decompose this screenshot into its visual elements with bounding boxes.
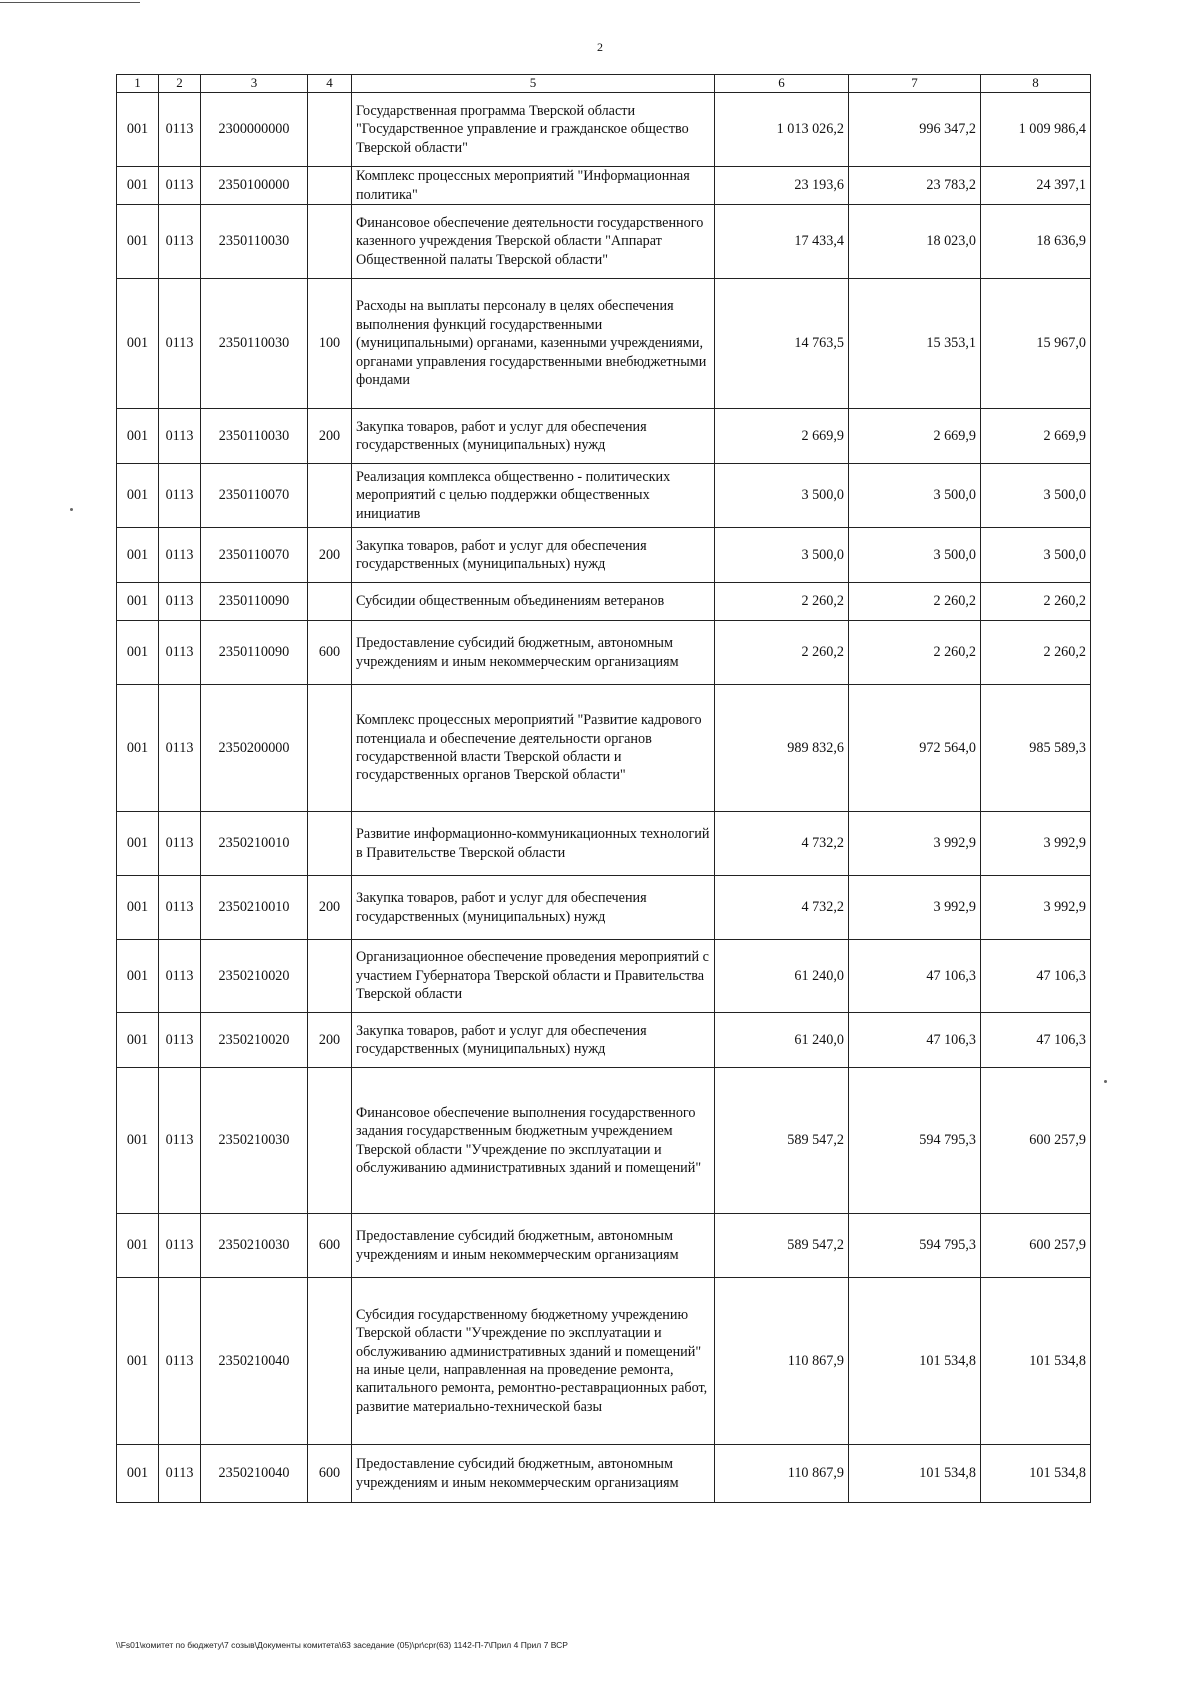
name-cell: Комплекс процессных мероприятий "Развитие кадрового потенциала и обеспечение деятельности органов государственной власти Тверской области и государственных органов Тверской области" (352, 685, 715, 812)
table-row (117, 621, 1091, 685)
target-article-cell: 2350110030 (201, 409, 308, 464)
section-cell: 0113 (159, 940, 201, 1013)
section-cell: 0113 (159, 93, 201, 167)
column-header: 1 (117, 75, 159, 93)
amount-cell: 3 500,0 (849, 528, 981, 583)
amount-cell: 2 669,9 (715, 409, 849, 464)
table-row (117, 685, 1091, 812)
code-cell: 001 (117, 1013, 159, 1068)
table-row (117, 464, 1091, 528)
expense-type-cell (308, 93, 352, 167)
amount-cell: 3 992,9 (981, 876, 1091, 940)
target-article-cell: 2350110030 (201, 205, 308, 279)
target-article-cell: 2350110070 (201, 464, 308, 528)
amount-cell: 23 193,6 (715, 167, 849, 205)
section-cell: 0113 (159, 464, 201, 528)
amount-cell: 985 589,3 (981, 685, 1091, 812)
table-row (117, 876, 1091, 940)
target-article-cell: 2350210010 (201, 876, 308, 940)
expense-type-cell: 600 (308, 1214, 352, 1278)
code-cell: 001 (117, 685, 159, 812)
code-cell: 001 (117, 1445, 159, 1503)
amount-cell: 3 992,9 (981, 812, 1091, 876)
expense-type-cell (308, 812, 352, 876)
section-cell: 0113 (159, 583, 201, 621)
expense-type-cell (308, 685, 352, 812)
amount-cell: 594 795,3 (849, 1068, 981, 1214)
budget-table (116, 74, 1091, 1503)
table-row (117, 1445, 1091, 1503)
expense-type-cell: 200 (308, 528, 352, 583)
amount-cell: 17 433,4 (715, 205, 849, 279)
target-article-cell: 2350210030 (201, 1214, 308, 1278)
column-header: 7 (849, 75, 981, 93)
section-cell: 0113 (159, 1013, 201, 1068)
amount-cell: 23 783,2 (849, 167, 981, 205)
name-cell: Государственная программа Тверской области "Государственное управление и гражданское общество Тверской области" (352, 93, 715, 167)
code-cell: 001 (117, 167, 159, 205)
name-cell: Развитие информационно-коммуникационных технологий в Правительстве Тверской области (352, 812, 715, 876)
table-row (117, 205, 1091, 279)
amount-cell: 3 992,9 (849, 812, 981, 876)
name-cell: Реализация комплекса общественно - политических мероприятий с целью поддержки общественных инициатив (352, 464, 715, 528)
table-row (117, 1013, 1091, 1068)
amount-cell: 15 967,0 (981, 279, 1091, 409)
column-header: 4 (308, 75, 352, 93)
section-cell: 0113 (159, 1445, 201, 1503)
table-body (117, 93, 1091, 1503)
table-row (117, 1214, 1091, 1278)
code-cell: 001 (117, 583, 159, 621)
name-cell: Закупка товаров, работ и услуг для обеспечения государственных (муниципальных) нужд (352, 876, 715, 940)
code-cell: 001 (117, 1068, 159, 1214)
expense-type-cell: 100 (308, 279, 352, 409)
table-row (117, 940, 1091, 1013)
name-cell: Финансовое обеспечение деятельности государственного казенного учреждения Тверской области "Аппарат Общественной палаты Тверской области" (352, 205, 715, 279)
file-path-footer: \\Fs01\комитет по бюджету\7 созыв\Документы комитета\63 заседание (05)\pr\cpr(63) 1142-П-7\Прил 4 Прил 7 ВСР (116, 1640, 568, 1650)
column-header: 5 (352, 75, 715, 93)
expense-type-cell: 200 (308, 409, 352, 464)
amount-cell: 3 500,0 (849, 464, 981, 528)
amount-cell: 110 867,9 (715, 1278, 849, 1445)
amount-cell: 589 547,2 (715, 1214, 849, 1278)
amount-cell: 972 564,0 (849, 685, 981, 812)
amount-cell: 589 547,2 (715, 1068, 849, 1214)
amount-cell: 47 106,3 (981, 1013, 1091, 1068)
expense-type-cell (308, 1278, 352, 1445)
scan-speck (70, 508, 73, 511)
amount-cell: 3 500,0 (981, 464, 1091, 528)
section-cell: 0113 (159, 279, 201, 409)
name-cell: Предоставление субсидий бюджетным, автономным учреждениям и иным некоммерческим организациям (352, 1214, 715, 1278)
amount-cell: 14 763,5 (715, 279, 849, 409)
amount-cell: 989 832,6 (715, 685, 849, 812)
table-row (117, 583, 1091, 621)
amount-cell: 47 106,3 (981, 940, 1091, 1013)
amount-cell: 3 992,9 (849, 876, 981, 940)
amount-cell: 110 867,9 (715, 1445, 849, 1503)
name-cell: Закупка товаров, работ и услуг для обеспечения государственных (муниципальных) нужд (352, 1013, 715, 1068)
target-article-cell: 2350210040 (201, 1278, 308, 1445)
table-row (117, 409, 1091, 464)
expense-type-cell (308, 464, 352, 528)
expense-type-cell: 200 (308, 1013, 352, 1068)
amount-cell: 18 023,0 (849, 205, 981, 279)
amount-cell: 2 260,2 (715, 621, 849, 685)
scan-edge-line (0, 2, 140, 3)
amount-cell: 24 397,1 (981, 167, 1091, 205)
table-row (117, 812, 1091, 876)
name-cell: Комплекс процессных мероприятий "Информационная политика" (352, 167, 715, 205)
section-cell: 0113 (159, 876, 201, 940)
amount-cell: 61 240,0 (715, 940, 849, 1013)
scan-speck (1104, 1080, 1107, 1083)
target-article-cell: 2350100000 (201, 167, 308, 205)
section-cell: 0113 (159, 1278, 201, 1445)
amount-cell: 594 795,3 (849, 1214, 981, 1278)
expense-type-cell (308, 167, 352, 205)
name-cell: Финансовое обеспечение выполнения государственного задания государственным бюджетным учреждением Тверской области "Учреждение по эксплуатации и обслуживанию административных зданий и помещений" (352, 1068, 715, 1214)
target-article-cell: 2350210020 (201, 1013, 308, 1068)
target-article-cell: 2350110070 (201, 528, 308, 583)
target-article-cell: 2350210010 (201, 812, 308, 876)
section-cell: 0113 (159, 1214, 201, 1278)
amount-cell: 600 257,9 (981, 1214, 1091, 1278)
column-header: 8 (981, 75, 1091, 93)
expense-type-cell (308, 583, 352, 621)
amount-cell: 18 636,9 (981, 205, 1091, 279)
amount-cell: 1 009 986,4 (981, 93, 1091, 167)
table-row (117, 279, 1091, 409)
target-article-cell: 2350200000 (201, 685, 308, 812)
target-article-cell: 2350110030 (201, 279, 308, 409)
table-row (117, 93, 1091, 167)
amount-cell: 2 260,2 (981, 583, 1091, 621)
table-row (117, 1068, 1091, 1214)
expense-type-cell (308, 940, 352, 1013)
target-article-cell: 2350210030 (201, 1068, 308, 1214)
table-row (117, 1278, 1091, 1445)
amount-cell: 2 669,9 (981, 409, 1091, 464)
column-number-row (117, 75, 1091, 93)
column-header: 6 (715, 75, 849, 93)
code-cell: 001 (117, 93, 159, 167)
amount-cell: 600 257,9 (981, 1068, 1091, 1214)
amount-cell: 15 353,1 (849, 279, 981, 409)
column-header: 3 (201, 75, 308, 93)
code-cell: 001 (117, 528, 159, 583)
column-header: 2 (159, 75, 201, 93)
amount-cell: 61 240,0 (715, 1013, 849, 1068)
amount-cell: 3 500,0 (715, 464, 849, 528)
code-cell: 001 (117, 621, 159, 685)
name-cell: Предоставление субсидий бюджетным, автономным учреждениям и иным некоммерческим организациям (352, 1445, 715, 1503)
expense-type-cell (308, 1068, 352, 1214)
amount-cell: 101 534,8 (849, 1445, 981, 1503)
name-cell: Организационное обеспечение проведения мероприятий с участием Губернатора Тверской области и Правительства Тверской области (352, 940, 715, 1013)
target-article-cell: 2350110090 (201, 621, 308, 685)
section-cell: 0113 (159, 812, 201, 876)
code-cell: 001 (117, 812, 159, 876)
amount-cell: 4 732,2 (715, 812, 849, 876)
code-cell: 001 (117, 876, 159, 940)
name-cell: Закупка товаров, работ и услуг для обеспечения государственных (муниципальных) нужд (352, 528, 715, 583)
section-cell: 0113 (159, 1068, 201, 1214)
code-cell: 001 (117, 464, 159, 528)
code-cell: 001 (117, 940, 159, 1013)
table-row (117, 528, 1091, 583)
target-article-cell: 2350110090 (201, 583, 308, 621)
amount-cell: 101 534,8 (981, 1445, 1091, 1503)
amount-cell: 996 347,2 (849, 93, 981, 167)
expense-type-cell: 200 (308, 876, 352, 940)
name-cell: Предоставление субсидий бюджетным, автономным учреждениям и иным некоммерческим организациям (352, 621, 715, 685)
table-row (117, 167, 1091, 205)
section-cell: 0113 (159, 685, 201, 812)
target-article-cell: 2350210020 (201, 940, 308, 1013)
code-cell: 001 (117, 1278, 159, 1445)
amount-cell: 4 732,2 (715, 876, 849, 940)
amount-cell: 47 106,3 (849, 940, 981, 1013)
section-cell: 0113 (159, 621, 201, 685)
amount-cell: 1 013 026,2 (715, 93, 849, 167)
amount-cell: 2 669,9 (849, 409, 981, 464)
name-cell: Закупка товаров, работ и услуг для обеспечения государственных (муниципальных) нужд (352, 409, 715, 464)
code-cell: 001 (117, 409, 159, 464)
page-number: 2 (597, 40, 603, 54)
code-cell: 001 (117, 205, 159, 279)
amount-cell: 101 534,8 (849, 1278, 981, 1445)
amount-cell: 47 106,3 (849, 1013, 981, 1068)
amount-cell: 3 500,0 (981, 528, 1091, 583)
section-cell: 0113 (159, 167, 201, 205)
section-cell: 0113 (159, 528, 201, 583)
amount-cell: 3 500,0 (715, 528, 849, 583)
name-cell: Субсидии общественным объединениям ветеранов (352, 583, 715, 621)
section-cell: 0113 (159, 409, 201, 464)
amount-cell: 2 260,2 (715, 583, 849, 621)
code-cell: 001 (117, 1214, 159, 1278)
target-article-cell: 2350210040 (201, 1445, 308, 1503)
code-cell: 001 (117, 279, 159, 409)
amount-cell: 2 260,2 (981, 621, 1091, 685)
expense-type-cell: 600 (308, 1445, 352, 1503)
name-cell: Субсидия государственному бюджетному учреждению Тверской области "Учреждение по эксплуатации и обслуживанию административных зданий и помещений" на иные цели, направленная на проведение ремонта, капитального ремонта, ремонтно-реставрационных работ, развитие материально-технической базы (352, 1278, 715, 1445)
target-article-cell: 2300000000 (201, 93, 308, 167)
amount-cell: 2 260,2 (849, 621, 981, 685)
amount-cell: 2 260,2 (849, 583, 981, 621)
expense-type-cell: 600 (308, 621, 352, 685)
amount-cell: 101 534,8 (981, 1278, 1091, 1445)
section-cell: 0113 (159, 205, 201, 279)
name-cell: Расходы на выплаты персоналу в целях обеспечения выполнения функций государственными (муниципальными) органами, казенными учреждениями, органами управления государственными внебюджетными фондами (352, 279, 715, 409)
expense-type-cell (308, 205, 352, 279)
